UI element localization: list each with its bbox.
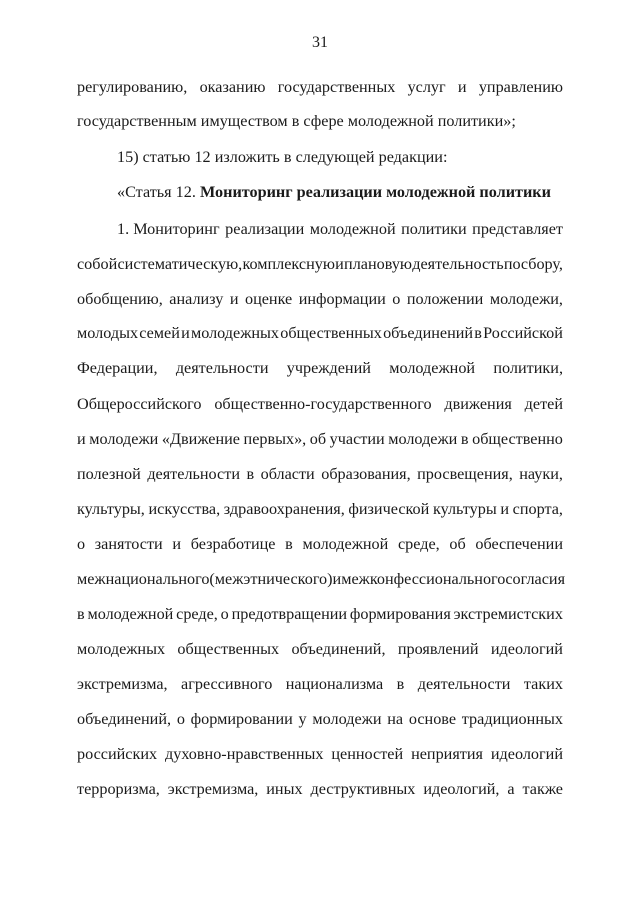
- word: в: [283, 148, 292, 166]
- word: и: [181, 324, 190, 342]
- word: молодежной: [87, 605, 174, 623]
- word: иных: [266, 780, 303, 798]
- text-line: [77, 638, 563, 660]
- word: Федерации,: [77, 359, 158, 377]
- word: 1. Мониторинг: [117, 220, 220, 238]
- word: реализации: [225, 220, 305, 238]
- text-line: [77, 743, 563, 765]
- word: сфере: [303, 112, 344, 130]
- article-label: «Статья 12.: [117, 183, 196, 201]
- word: молодежной: [347, 112, 434, 130]
- word: изложить: [214, 148, 280, 166]
- word: культуры: [432, 500, 497, 518]
- word: здравоохранения,: [223, 500, 345, 518]
- word: и: [500, 500, 510, 518]
- word: молодых: [77, 324, 139, 342]
- word: и: [172, 535, 182, 553]
- word: движения: [444, 395, 512, 413]
- word: безработице: [190, 535, 276, 553]
- word: представляет: [472, 220, 563, 238]
- word: об: [449, 535, 466, 553]
- word: в: [291, 112, 300, 130]
- word: Российской: [483, 324, 563, 342]
- text-line: [77, 288, 563, 310]
- word: по: [503, 255, 521, 273]
- word: в: [246, 465, 255, 483]
- word: в: [285, 535, 293, 553]
- word: молодежной: [389, 359, 476, 377]
- word: традиционных: [461, 710, 563, 728]
- word: о: [392, 290, 401, 308]
- word: регулированию,: [77, 78, 188, 96]
- word: спорта,: [512, 500, 563, 518]
- word: следующей: [295, 148, 375, 166]
- word: общественных: [280, 324, 382, 342]
- word: «Движение: [161, 430, 240, 448]
- word: анализу: [169, 290, 224, 308]
- text-line: [117, 218, 563, 240]
- word: обеспечении: [475, 535, 563, 553]
- word: 12: [194, 148, 211, 166]
- word: экстремизма,: [167, 780, 259, 798]
- text-line: [77, 357, 563, 379]
- text-line: [77, 778, 563, 800]
- word: деятельности: [147, 465, 240, 483]
- word: деятельности: [417, 675, 511, 693]
- word: имуществом: [200, 112, 288, 130]
- word: о: [220, 605, 229, 623]
- word: обобщению,: [77, 290, 163, 308]
- word: объединений,: [291, 640, 386, 658]
- word: об: [309, 430, 327, 448]
- word: молодежной: [302, 535, 389, 553]
- word: участии: [329, 430, 385, 448]
- word: о: [77, 535, 86, 553]
- text-line: [77, 322, 563, 344]
- word: и: [229, 290, 239, 308]
- word: искусства,: [148, 500, 221, 518]
- word: молодежи: [89, 430, 159, 448]
- text-line: [77, 708, 563, 730]
- word: терроризма,: [77, 780, 160, 798]
- word: основе: [408, 710, 457, 728]
- word: управлению: [478, 78, 563, 96]
- word: у: [298, 710, 307, 728]
- word: положении: [406, 290, 484, 308]
- word: агрессивного: [181, 675, 273, 693]
- word: в: [396, 675, 405, 693]
- word: экстремизма,: [77, 675, 168, 693]
- word: занятости: [94, 535, 163, 553]
- word: молодежи,: [489, 290, 563, 308]
- word: о: [176, 710, 185, 728]
- word: культуры,: [77, 500, 145, 518]
- word: политики,: [493, 359, 563, 377]
- word: оказанию: [199, 78, 266, 96]
- word: детей: [524, 395, 563, 413]
- word: науки,: [519, 465, 563, 483]
- text-line: [77, 110, 516, 132]
- word: государственным: [77, 112, 197, 130]
- word: национализма: [285, 675, 384, 693]
- word: межнационального: [77, 570, 210, 588]
- word: собой: [77, 255, 118, 273]
- word: деструктивных: [310, 780, 416, 798]
- word: в: [474, 324, 482, 342]
- word: семей: [139, 324, 180, 342]
- word: общественно: [472, 430, 563, 448]
- word: молодежной: [309, 220, 396, 238]
- page-number: 31: [312, 34, 328, 51]
- word: полезной: [77, 465, 141, 483]
- word: первых»,: [243, 430, 307, 448]
- word: формирования: [349, 605, 451, 623]
- word: духовно-нравственных: [165, 745, 324, 763]
- article-title: Мониторинг реализации молодежной политики: [199, 183, 551, 201]
- word: молодежи: [388, 430, 458, 448]
- text-line: [77, 603, 563, 625]
- word: на: [387, 710, 404, 728]
- word: ценностей: [331, 745, 404, 763]
- article-heading: [117, 181, 551, 203]
- word: плановую: [344, 255, 413, 273]
- word: межконфессионального: [341, 570, 506, 588]
- word: таких: [523, 675, 563, 693]
- word: идеологий: [490, 640, 563, 658]
- word: среде,: [176, 605, 218, 623]
- word: образования,: [321, 465, 411, 483]
- text-line: [77, 428, 563, 450]
- word: идеологий: [490, 745, 563, 763]
- word: просвещения,: [417, 465, 513, 483]
- word: (межэтнического): [209, 570, 333, 588]
- text-line: [117, 146, 447, 168]
- text-line: [77, 253, 563, 275]
- word: сбору,: [520, 255, 563, 273]
- word: деятельность: [412, 255, 504, 273]
- word: молодежи: [312, 710, 382, 728]
- word: систематическую,: [117, 255, 243, 273]
- text-line: [77, 463, 563, 485]
- word: общественно-государственного: [214, 395, 432, 413]
- word: Общероссийского: [77, 395, 202, 413]
- word: среде,: [397, 535, 440, 553]
- word: также: [522, 780, 563, 798]
- word: информации: [298, 290, 386, 308]
- word: и: [335, 255, 344, 273]
- word: статью: [142, 148, 191, 166]
- text-line: [77, 393, 563, 415]
- word: в: [77, 605, 85, 623]
- word: российских: [77, 745, 158, 763]
- word: предотвращении: [231, 605, 348, 623]
- word: а: [507, 780, 515, 798]
- word: формировании: [190, 710, 293, 728]
- text-line: [77, 568, 566, 590]
- text-line: [77, 76, 563, 98]
- word: молодежных: [190, 324, 280, 342]
- word: услуг: [407, 78, 446, 96]
- word: идеологий,: [423, 780, 500, 798]
- word: и: [457, 78, 467, 96]
- word: редакции:: [378, 148, 448, 166]
- word: проявлений: [397, 640, 479, 658]
- word: в: [460, 430, 469, 448]
- word: политики: [401, 220, 467, 238]
- word: 15): [117, 148, 139, 166]
- word: и: [332, 570, 342, 588]
- text-line: [77, 673, 563, 695]
- word: общественных: [177, 640, 280, 658]
- word: деятельности: [175, 359, 269, 377]
- word: физической: [348, 500, 430, 518]
- word: неприятия: [411, 745, 483, 763]
- word: согласия: [505, 570, 566, 588]
- word: области: [260, 465, 315, 483]
- word: экстремистских: [453, 605, 563, 623]
- word: комплексную: [242, 255, 335, 273]
- word: учреждений: [286, 359, 371, 377]
- word: государственных: [277, 78, 396, 96]
- word: и: [77, 430, 86, 448]
- text-line: [77, 533, 563, 555]
- word: оценке: [244, 290, 293, 308]
- word: молодежных: [77, 640, 166, 658]
- word: объединений: [383, 324, 474, 342]
- word: политики»;: [437, 112, 516, 130]
- word: объединений,: [77, 710, 172, 728]
- text-line: [77, 498, 563, 520]
